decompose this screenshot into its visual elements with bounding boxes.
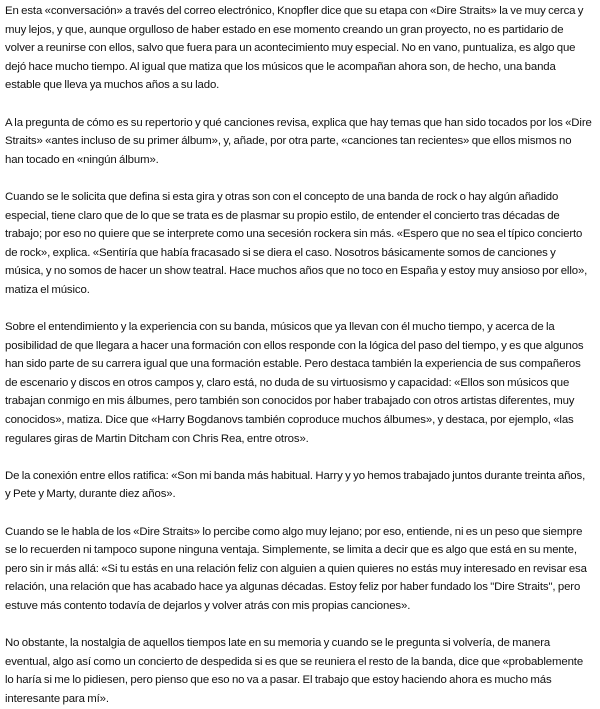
article-paragraph: En esta «conversación» a través del correo electrónico, Knopfler dice que su etapa con «Dire Straits» la ve muy cerca y muy lejos, y que, aunque orgulloso de haber estado en ese momento creando un gran proyecto, no es partidario de volver a reunirse con ellos, salvo que fuera para un acontecimiento muy especial. No en vano, puntualiza, es algo que dejó hace mucho tiempo. Al igual que matiza que los músicos que le acompañan ahora son, de hecho, una banda estable que lleva ya muchos años a su lado. xyxy=(5,5,584,92)
article-paragraph: De la conexión entre ellos ratifica: «Son mi banda más habitual. Harry y yo hemos trabajado juntos durante treinta años, y Pete y Marty, durante diez años». xyxy=(5,469,586,501)
article-paragraph: A la pregunta de cómo es su repertorio y qué canciones revisa, explica que hay temas que han sido tocados por los «Dire Straits» «antes incluso de su primer álbum», y, añade, por otra parte, «canciones tan recientes» que ellos mismos no han tocado en «ningún álbum». xyxy=(5,116,592,166)
article-paragraph: Cuando se le solicita que defina si esta gira y otras son con el concepto de una banda de rock o hay algún añadido especial, tiene claro que de lo que se trata es de plasmar su propio estilo, de entender el concierto tras décadas de trabajo; por eso no quiere que se interprete como una secesión rockera sin más. «Espero que no sea el típico concierto de rock», explica. «Sentiría que había fracasado si se diera el caso. Nosotros básicamente somos de canciones y música, y no somos de hacer un show teatral. Hace muchos años que no toco en España y estoy muy ansioso por ello», matiza el músico. xyxy=(5,190,588,296)
article-paragraph: Sobre el entendimiento y la experiencia con su banda, músicos que ya llevan con él mucho tiempo, y acerca de la posibilidad de que llegara a hacer una formación con ellos responde con la lógica del paso del tiempo, y es que algunos han sido parte de su carrera igual que una formación estable. Pero destaca también la experiencia de sus compañeros de escenario y discos en otros campos y, claro está, no duda de su virtuosismo y capacidad: «Ellos son músicos que trabajan conmigo en mis álbumes, pero también son conocidos por haber trabajado con otros artistas diferentes, muy conocidos», matiza. Dice que «Harry Bogdanovs también coproduce muchos álbumes», y destaca, por ejemplo, «las regulares giras de Martin Ditcham con Chris Rea, entre otros». xyxy=(5,321,584,445)
article-paragraph: Cuando se le habla de los «Dire Straits» lo percibe como algo muy lejano; por eso, entiende, ni es un peso que siempre se lo recuerden ni tampoco supone ninguna ventaja. Simplemente, se limita a decir que es algo que está en su mente, pero sin ir más allá: «Si tu estás en una relación feliz con alguien a quien quieres no estás muy interesado en revisar esa relación, una relación que has acabado hace ya algunas décadas. Estoy feliz por haber fundado los "Dire Straits", pero estuve más contento todavía de dejarlos y volver atrás con mis propias canciones». xyxy=(5,525,587,612)
article-paragraph: No obstante, la nostalgia de aquellos tiempos late en su memoria y cuando se le pregunta si volvería, de manera eventual, algo así como un concierto de despedida si es que se reuniera el resto de la banda, dice que «probablemente lo haría si me lo pidiesen, pero pienso que eso no va a pasar. El trabajo que estoy haciendo ahora es mucho más interesante para mí». xyxy=(5,637,584,705)
